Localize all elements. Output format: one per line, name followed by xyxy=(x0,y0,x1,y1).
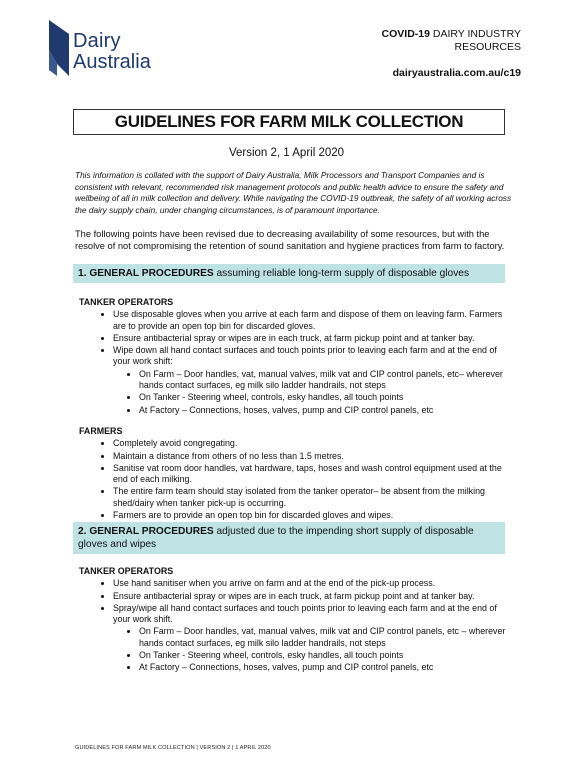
sublist-item: • On Farm – Door handles, vat, manual valves, milk vat and CIP control panels, etc – wherever hands contact surfaces, eg milk silo ladder handrails, not steps xyxy=(139,626,509,649)
section-2-tanker-list xyxy=(79,578,509,673)
revision-paragraph: The following points have been revised due to decreasing availability of some resources, but with the resolve of not compromising the retention of sound sanitation and hygiene practices from farm to factory. xyxy=(75,229,505,252)
sublist-item: • At Factory – Connections, hoses, valves, pump and CIP control panels, etc xyxy=(139,405,509,416)
section-1-heading-rest: assuming reliable long-term supply of disposable gloves xyxy=(213,268,470,279)
list-item: • Use disposable gloves when you arrive at each farm and dispose of them on leaving farm. Farmers are to provide an open top bin for discarded gloves. xyxy=(113,309,509,332)
section-1-tanker-title: TANKER OPERATORS xyxy=(79,297,174,307)
page-footer: GUIDELINES FOR FARM MILK COLLECTION | VERSION 2 | 1 APRIL 2020 xyxy=(75,745,271,751)
list-item xyxy=(113,345,509,416)
document-title: GUIDELINES FOR FARM MILK COLLECTION xyxy=(73,109,505,135)
header-label-covid: COVID-19 xyxy=(381,28,430,40)
list-item: • Ensure antibacterial spray or wipes are in each truck, at farm pickup point and at tanker bay. xyxy=(113,333,509,344)
sublist-item: • On Tanker - Steering wheel, controls, esky handles, all touch points xyxy=(139,392,509,403)
section-2-heading-bold: 2. GENERAL PROCEDURES xyxy=(78,526,214,537)
section-2-heading xyxy=(73,522,505,554)
document-version: Version 2, 1 April 2020 xyxy=(228,147,345,159)
list-item: • Maintain a distance from others of no less than 1.5 metres. xyxy=(113,451,509,462)
list-item: • Sanitise vat room door handles, vat hardware, taps, hoses and wash control equipment used at the end of each milking. xyxy=(113,463,509,486)
section-1-tanker-list xyxy=(79,309,509,416)
intro-paragraph: This information is collated with the support of Dairy Australia, Milk Processors and Transport Companies and is consistent with relevant, recommended risk management protocols and public health advice to ensure the safety and wellbeing of all in milk collection and delivery. While navigating the COVID-19 outbreak, the safety of all working across the dairy supply chain, under changing circumstances, is of paramount importance. xyxy=(75,170,512,215)
header-resources xyxy=(382,28,521,80)
header-label-line2: RESOURCES xyxy=(454,41,521,53)
list-item: • Use hand sanitiser when you arrive on farm and at the end of the pick-up process. xyxy=(113,578,509,589)
section-2-tanker-title: TANKER OPERATORS xyxy=(79,566,174,576)
section-2-heading-rest: adjusted due to the impending short supply of disposable gloves and wipes xyxy=(78,526,474,550)
section-1-tanker-sublist xyxy=(113,369,509,416)
header-url-link[interactable]: dairyaustralia.com.au/c19 xyxy=(392,67,521,79)
sublist-item: • At Factory – Connections, hoses, valves, pump and CIP control panels, etc xyxy=(139,662,509,673)
list-item xyxy=(113,603,509,674)
list-item-text: Spray/wipe all hand contact surfaces and touch points prior to leaving each farm and at the end of your work shift. xyxy=(113,602,497,625)
section-1-farmers-title: FARMERS xyxy=(79,426,123,436)
dairy-australia-logo xyxy=(47,20,162,80)
logo-word-dairy: Dairy xyxy=(73,30,121,52)
section-2-tanker-operators xyxy=(79,566,509,675)
list-item: • Completely avoid congregating. xyxy=(113,438,509,449)
section-2-tanker-sublist xyxy=(113,626,509,673)
sublist-item: • On Farm – Door handles, vat, manual valves, milk vat and CIP control panels, etc– wherever hands contact surfaces, eg milk silo ladder handrails, not steps xyxy=(139,369,509,392)
section-1-heading xyxy=(73,264,505,283)
dairy-australia-logo-mark xyxy=(47,20,71,78)
section-1-farmers-list xyxy=(79,438,509,521)
sublist-item: • On Tanker - Steering wheel, controls, esky handles, all touch points xyxy=(139,650,509,661)
header-label-rest: DAIRY INDUSTRY xyxy=(429,28,521,40)
list-item: • Farmers are to provide an open top bin for discarded gloves and wipes. xyxy=(113,510,509,521)
section-1-farmers xyxy=(79,426,509,522)
section-1-heading-bold: 1. GENERAL PROCEDURES xyxy=(78,268,214,279)
logo-word-australia: Australia xyxy=(73,51,151,73)
list-item: • The entire farm team should stay isolated from the tanker operator– be absent from the milking shed/dairy when tanker pick-up is occurring. xyxy=(113,486,509,509)
section-1-tanker-operators xyxy=(79,297,509,417)
list-item: • Ensure antibacterial spray or wipes are in each truck, at farm pickup point and at tanker bay. xyxy=(113,591,509,602)
list-item-text: Wipe down all hand contact surfaces and touch points prior to leaving each farm and at the end of your work shift: xyxy=(113,345,497,367)
header-label xyxy=(382,28,521,41)
